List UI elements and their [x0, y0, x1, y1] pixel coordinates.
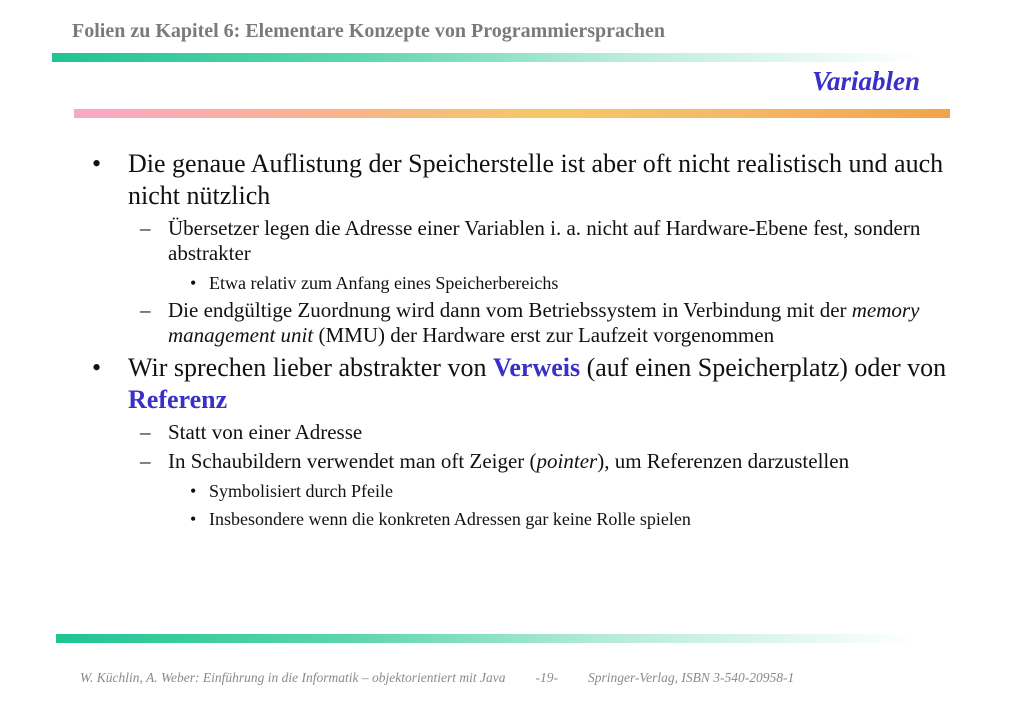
term-verweis: Verweis [492, 353, 581, 382]
dash-marker: – [140, 449, 151, 473]
bullet-marker: • [190, 273, 197, 293]
bullet-marker: • [92, 149, 102, 178]
page-number: -19- [535, 670, 558, 685]
sub-bullet-text-start: In Schaubildern verwendet man oft Zeiger ( [168, 449, 537, 473]
bullet-marker: • [190, 481, 197, 501]
bullet-text-start: Wir sprechen lieber abstrakter von [128, 353, 493, 382]
footer-divider [56, 634, 916, 643]
header-divider [52, 53, 920, 62]
sub-sub-bullet-item [86, 270, 956, 296]
dash-marker: – [140, 420, 151, 444]
footer [80, 670, 794, 686]
sub-sub-bullet-text: Symbolisiert durch Pfeile [209, 481, 393, 501]
bullet-item [86, 148, 956, 212]
bullet-text-middle: (auf einen Speicherplatz) oder von [580, 353, 947, 382]
sub-bullet-text-end: (MMU) der Hardware erst zur Laufzeit vorgenommen [313, 323, 775, 347]
bullet-text: Die genaue Auflistung der Speicherstelle ist aber oft nicht realistisch und auch nicht nützlich [128, 149, 944, 210]
sub-bullet-item [86, 298, 956, 348]
sub-bullet-text: Statt von einer Adresse [168, 420, 363, 444]
sub-bullet-item [86, 216, 956, 266]
slide-title: Variablen [811, 66, 920, 96]
term-referenz: Referenz [128, 385, 228, 414]
footer-authors: W. Küchlin, A. Weber: Einführung in die Informatik – objektorientiert mit Java [80, 670, 506, 685]
title-divider [74, 109, 950, 118]
slide-content [86, 148, 956, 534]
sub-sub-bullet-text: Etwa relativ zum Anfang eines Speicherbereichs [209, 273, 559, 293]
sub-bullet-item [86, 420, 956, 445]
sub-bullet-item [86, 449, 956, 474]
bullet-item [86, 352, 956, 416]
dash-marker: – [140, 216, 151, 240]
bullet-marker: • [190, 509, 197, 529]
sub-sub-bullet-text: Insbesondere wenn die konkreten Adressen gar keine Rolle spielen [209, 509, 691, 529]
sub-sub-bullet-item [86, 506, 956, 532]
sub-bullet-text-start: Die endgültige Zuordnung wird dann vom Betriebssystem in Verbindung mit der [168, 298, 852, 322]
sub-sub-bullet-item [86, 478, 956, 504]
sub-bullet-text-end: ), um Referenzen darzustellen [597, 449, 850, 473]
mmu-term: memory management unit [168, 298, 920, 347]
footer-publisher: Springer-Verlag, ISBN 3-540-20958-1 [587, 670, 795, 685]
bullet-marker: • [92, 353, 102, 382]
dash-marker: – [140, 298, 151, 322]
header-title: Folien zu Kapitel 6: Elementare Konzepte von Programmiersprachen [72, 20, 666, 42]
sub-bullet-text: Übersetzer legen die Adresse einer Variablen i. a. nicht auf Hardware-Ebene fest, sondern abstrakter [168, 216, 921, 265]
pointer-term: pointer [536, 449, 598, 473]
